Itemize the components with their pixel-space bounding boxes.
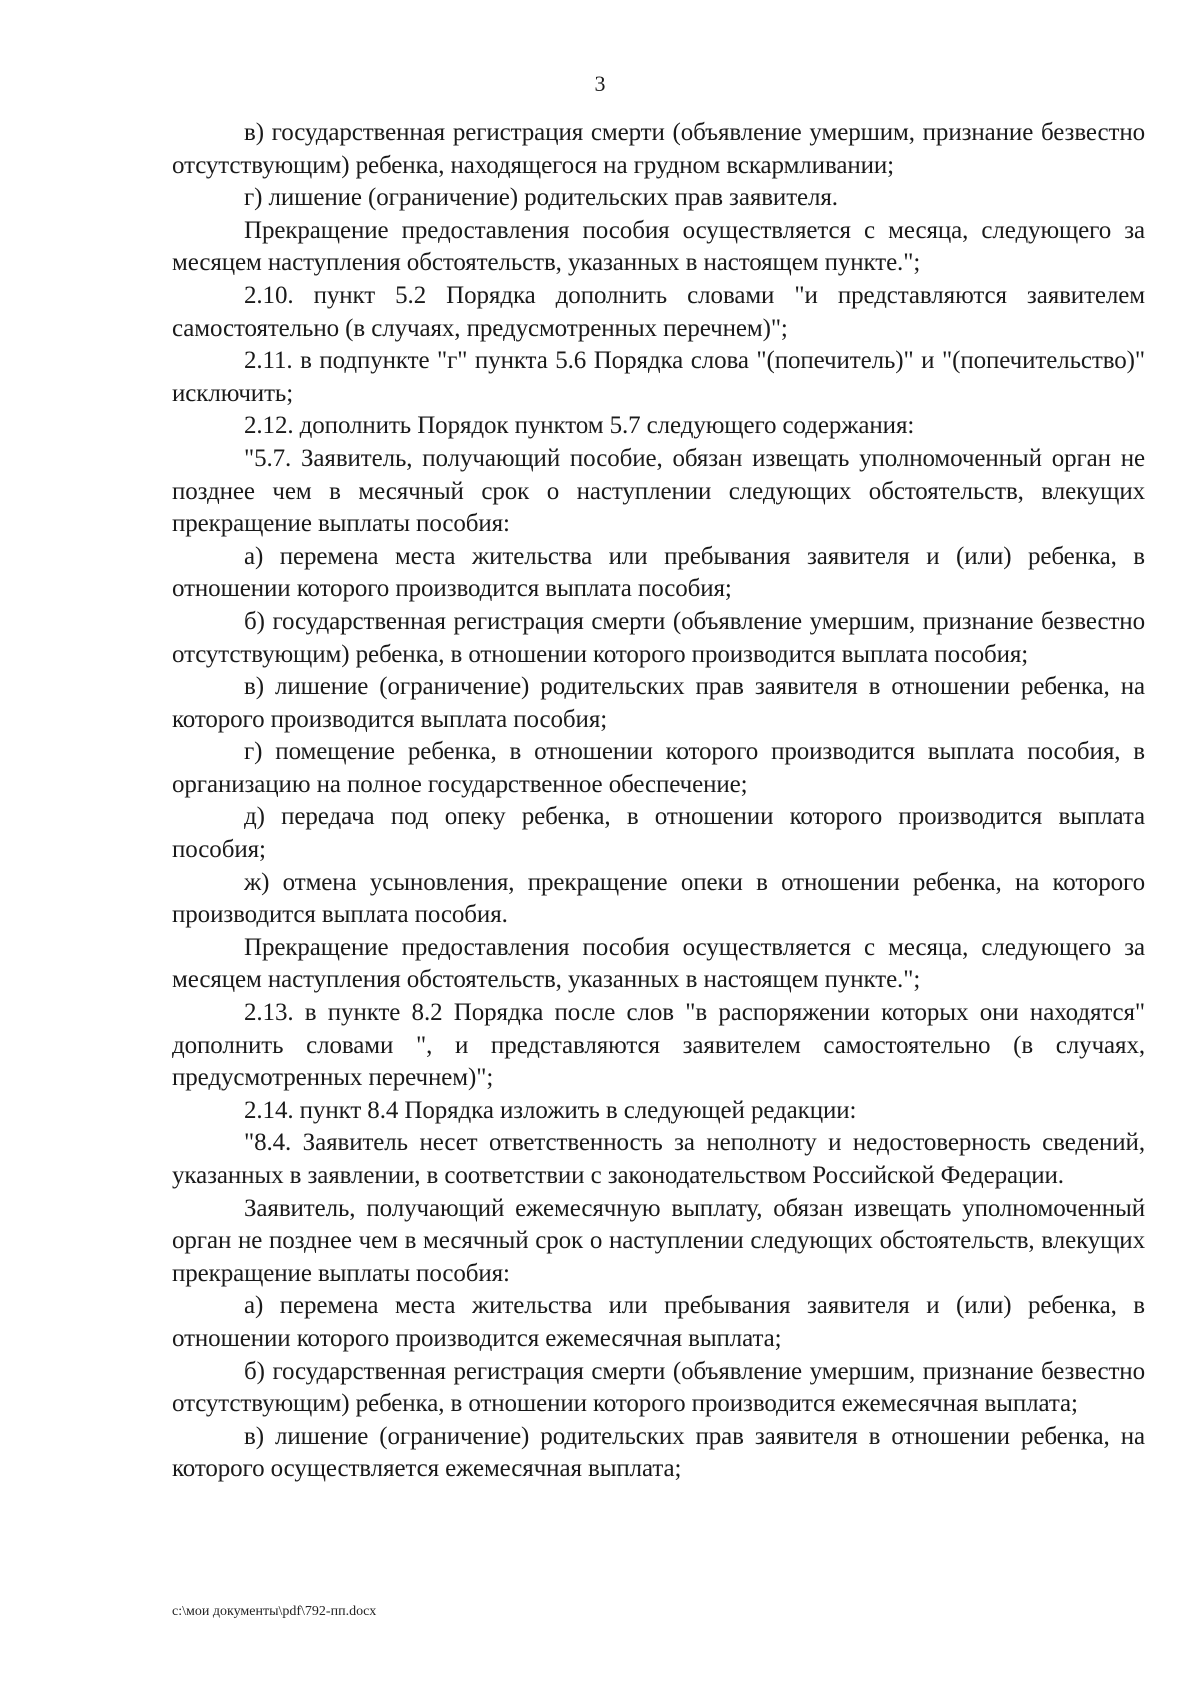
paragraph: в) лишение (ограничение) родительских прав заявителя в отношении ребенка, на которого производится выплата пособия; <box>172 673 1145 733</box>
paragraph: 2.10. пункт 5.2 Порядка дополнить словами "и представляются заявителем самостоятельно (в случаях, предусмотренных перечнем)"; <box>172 281 1145 342</box>
paragraph: а) перемена места жительства или пребывания заявителя и (или) ребенка, в отношении которого производится ежемесячная выплата; <box>172 1292 1145 1352</box>
document-body <box>172 117 1145 1486</box>
paragraph: 2.14. пункт 8.4 Порядка изложить в следующей редакции: <box>244 1096 857 1124</box>
paragraph: в) лишение (ограничение) родительских прав заявителя в отношении ребенка, на которого осуществляется ежемесячная выплата; <box>172 1422 1145 1483</box>
paragraph: б) государственная регистрация смерти (объявление умершим, признание безвестно отсутствующим) ребенка, в отношении которого производится ежемесячная выплата; <box>172 1357 1145 1418</box>
paragraph: г) помещение ребенка, в отношении которого производится выплата пособия, в организацию на полное государственное обеспечение; <box>172 738 1145 798</box>
paragraph: в) государственная регистрация смерти (объявление умершим, признание безвестно отсутствующим) ребенка, находящегося на грудном вскармливании; <box>172 119 1145 179</box>
paragraph: д) передача под опеку ребенка, в отношении которого производится выплата пособия; <box>172 803 1145 864</box>
paragraph: а) перемена места жительства или пребывания заявителя и (или) ребенка, в отношении которого производится выплата пособия; <box>172 542 1145 603</box>
paragraph: 2.11. в подпункте "г" пункта 5.6 Порядка слова "(попечитель)" и "(попечительство)" исключить; <box>172 347 1145 407</box>
page-number: 3 <box>594 71 606 96</box>
paragraph: "8.4. Заявитель несет ответственность за неполноту и недостоверность сведений, указанных в заявлении, в соответствии с законодательством Российской Федерации. <box>172 1129 1145 1189</box>
footer-file-path: c:\мои документы\pdf\792-пп.docx <box>172 1604 377 1619</box>
paragraph: "5.7. Заявитель, получающий пособие, обязан извещать уполномоченный орган не позднее чем в месячный срок о наступлении следующих обстоятельств, влекущих прекращение выплаты пособия: <box>172 444 1145 538</box>
paragraph: г) лишение (ограничение) родительских прав заявителя. <box>244 184 838 212</box>
paragraph: б) государственная регистрация смерти (объявление умершим, признание безвестно отсутствующим) ребенка, в отношении которого производится выплата пособия; <box>172 607 1145 668</box>
paragraph: Прекращение предоставления пособия осуществляется с месяца, следующего за месяцем наступления обстоятельств, указанных в настоящем пункте."; <box>172 216 1145 277</box>
paragraph: ж) отмена усыновления, прекращение опеки в отношении ребенка, на которого производится выплата пособия. <box>172 868 1145 929</box>
paragraph: Заявитель, получающий ежемесячную выплату, обязан извещать уполномоченный орган не позднее чем в месячный срок о наступлении следующих обстоятельств, влекущих прекращение выплаты пособия: <box>172 1194 1145 1287</box>
paragraph: 2.12. дополнить Порядок пунктом 5.7 следующего содержания: <box>244 412 915 440</box>
paragraph: 2.13. в пункте 8.2 Порядка после слов "в распоряжении которых они находятся" дополнить словами ", и представляются заявителем самостоятельно (в случаях, предусмотренных перечнем)"; <box>172 999 1145 1092</box>
paragraph: Прекращение предоставления пособия осуществляется с месяца, следующего за месяцем наступления обстоятельств, указанных в настоящем пункте."; <box>172 933 1145 994</box>
